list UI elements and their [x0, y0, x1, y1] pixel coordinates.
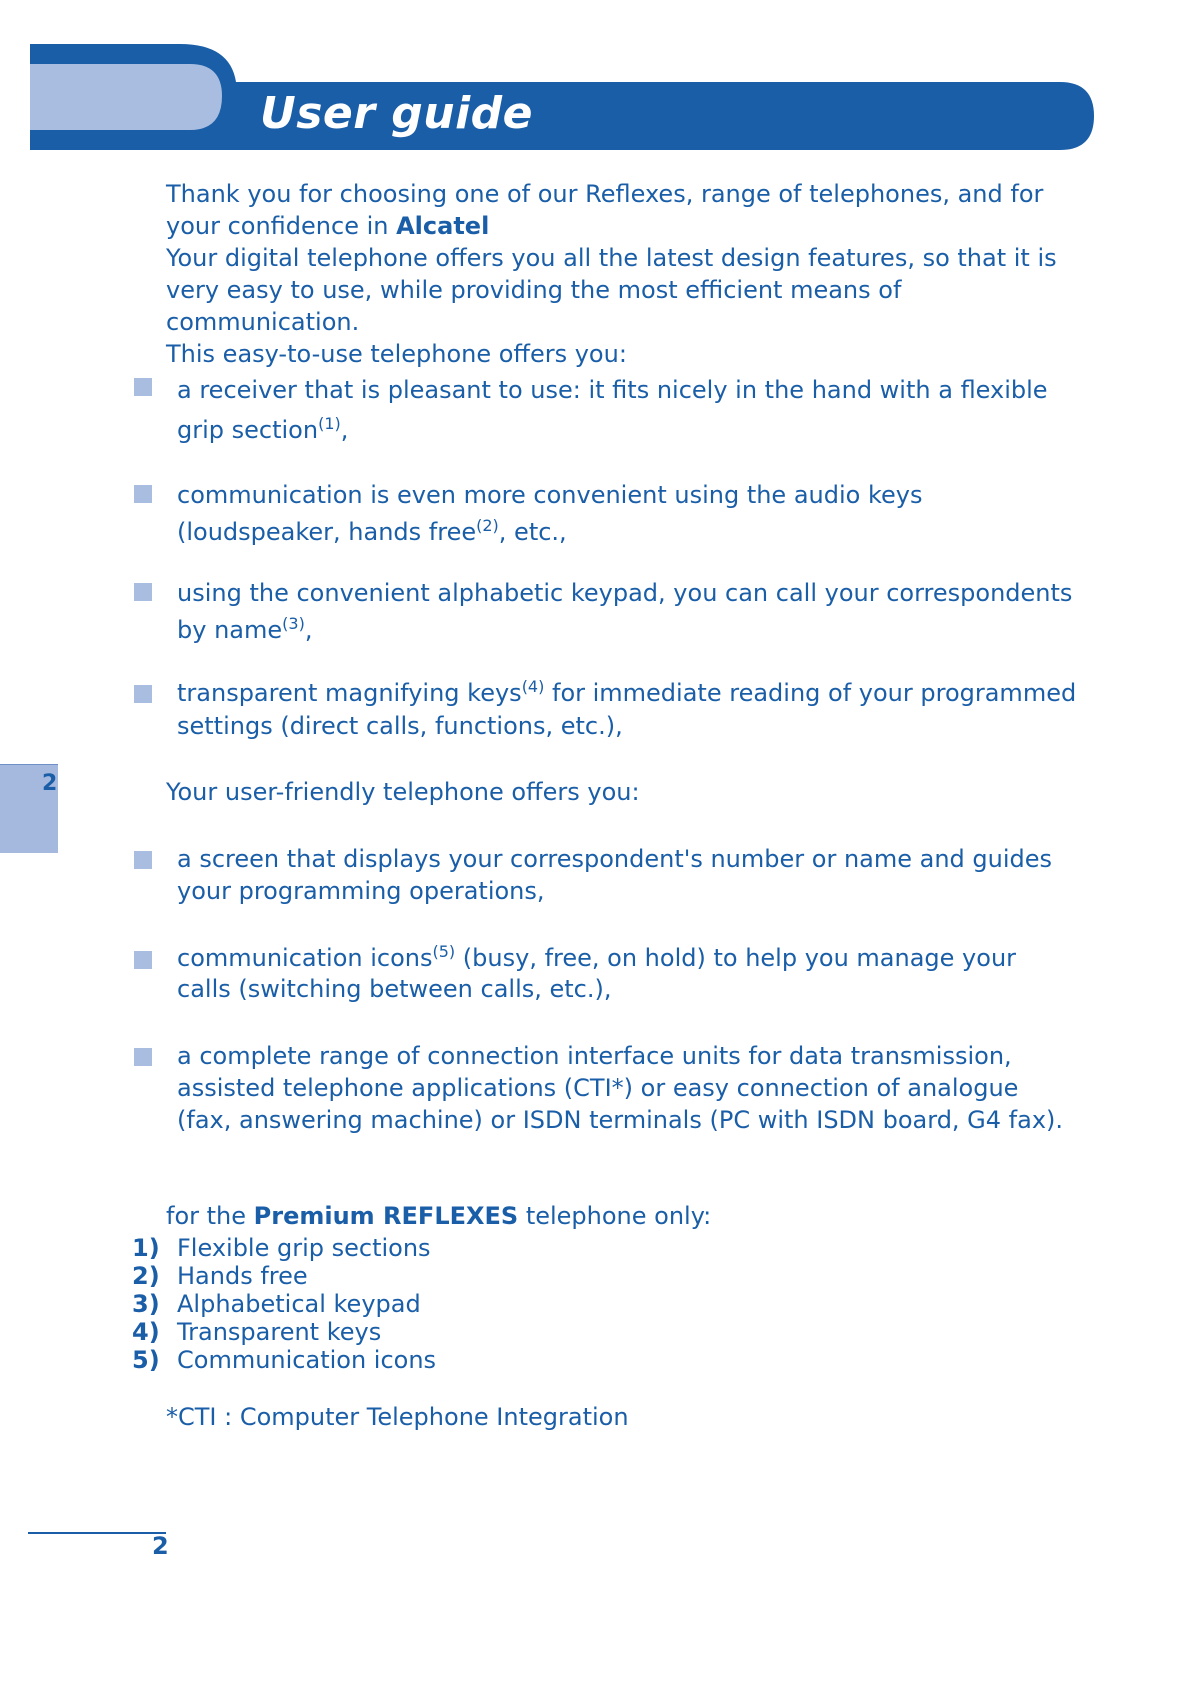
bullet-square-icon	[134, 485, 152, 503]
bullet-square-icon	[134, 851, 152, 869]
footer-divider	[28, 1532, 166, 1534]
feature-text: transparent magnifying keys$^{(4)}$ for immediate reading of your programmed settings (direct calls, functions, etc.),	[177, 677, 1077, 740]
friendly-intro: Your user-friendly telephone offers you:	[166, 778, 640, 806]
bullet-square-icon	[134, 378, 152, 396]
premium-model: Premium REFLEXES	[253, 1202, 519, 1230]
intro-line3: This easy-to-use telephone offers you:	[166, 340, 627, 368]
feature-text: using the convenient alphabetic keypad, you can call your correspondents by name$^{(3)}$,	[177, 579, 1073, 644]
feature-text: a receiver that is pleasant to use: it fits nicely in the hand with a flexible grip section$^{(1)}$,	[177, 376, 1048, 444]
intro-paragraph	[166, 178, 1066, 370]
page-title: User guide	[260, 88, 534, 139]
intro-line2: Your digital telephone offers you all the latest design features, so that it is very easy to use, while providing the most efficient means of communication.	[166, 244, 1057, 336]
header-banner	[0, 0, 1191, 160]
bullet-square-icon	[134, 583, 152, 601]
side-page-tab	[0, 764, 58, 853]
intro-line1: Thank you for choosing one of our Reflexes, range of telephones, and for your confidence in	[166, 180, 1044, 240]
bullet-square-icon	[134, 951, 152, 969]
brand-name: Alcatel	[396, 212, 490, 240]
feature-text: communication is even more convenient using the audio keys (loudspeaker, hands free$^{(2)}$, etc.,	[177, 481, 923, 546]
page-number: 2	[152, 1532, 169, 1560]
feature-text: a complete range of connection interface units for data transmission, assisted telephone applications (CTI*) or easy connection of analogue (fax, answering machine) or ISDN terminals (PC with ISDN board, G4 fax).	[177, 1042, 1064, 1134]
feature-text: a screen that displays your correspondent's number or name and guides your programming operations,	[177, 845, 1053, 905]
bullet-square-icon	[134, 1048, 152, 1066]
side-tab-page-number: 2	[42, 771, 58, 796]
feature-text: communication icons$^{(5)}$ (busy, free, on hold) to help you manage your calls (switching between calls, etc.),	[177, 942, 1017, 1003]
cti-footnote: *CTI : Computer Telephone Integration	[166, 1403, 629, 1431]
premium-note: for the Premium REFLEXES telephone only:	[166, 1202, 712, 1230]
bullet-square-icon	[134, 685, 152, 703]
header-banner-shape	[0, 0, 1191, 160]
